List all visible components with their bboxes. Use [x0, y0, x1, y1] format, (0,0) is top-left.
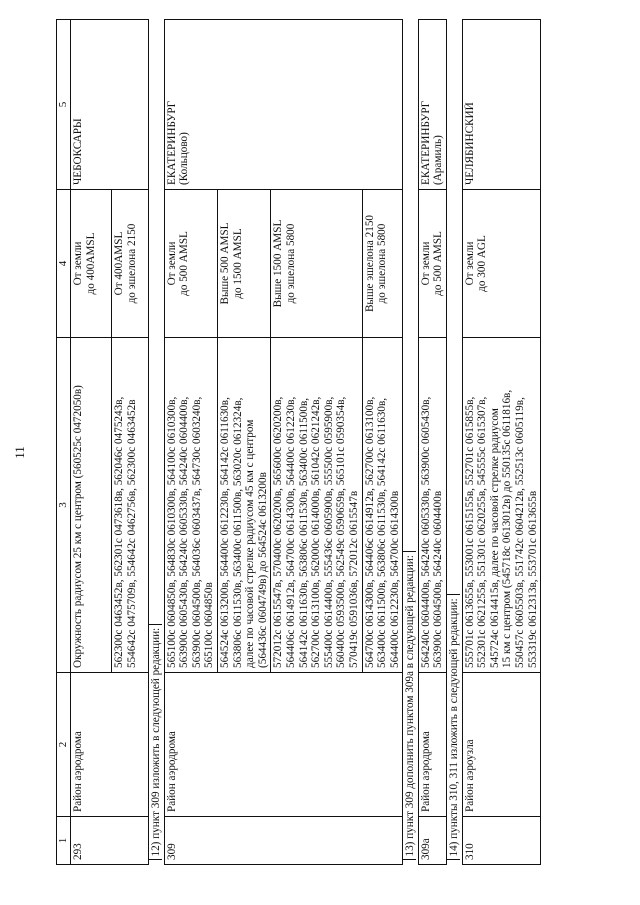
- text-line: 554642с 0475709в, 554642с 0462756в, 562300с 0463452в: [125, 399, 138, 668]
- text-line: 550457с 0605503в, 551742с 0604212в, 552513с 0605119в,: [514, 397, 527, 668]
- instruction-line: 14) пункты 310, 311 изложить в следующей редакции:: [447, 20, 463, 865]
- col-header: 1: [57, 817, 71, 865]
- text-line: 545724с 0614415в, далее по часовой стрелке радиусом: [488, 408, 501, 668]
- text-line: 555400с 0614400в, 555436с 0605900в, 555500с 0595900в,: [322, 396, 335, 668]
- coordinates-cell: [217, 338, 270, 673]
- text-line: 563900с 0604500в, 564240с 0604400в: [432, 490, 445, 668]
- text-line: до 400AMSL: [84, 232, 97, 295]
- coordinates-cell: [462, 338, 541, 673]
- text-line: От земли: [72, 241, 84, 286]
- altitude-limit: [462, 190, 541, 338]
- altitude-limit: [418, 190, 446, 338]
- text-line: до эшелона 2150: [125, 223, 138, 304]
- text-line: 563900с 0605430в, 564240с 0605330в, 564240с 0604400в,: [178, 396, 191, 668]
- text-line: ЧЕБОКСАРЫ: [72, 118, 84, 185]
- coordinates-cell: [164, 338, 217, 673]
- airspace-table: [56, 19, 541, 865]
- aerodrome-name: [418, 20, 446, 190]
- altitude-limit: [271, 190, 362, 338]
- aerodrome-name: [164, 20, 403, 190]
- text-line: (564436с 0604749в) до 564524с 0613200в: [256, 472, 269, 668]
- instruction-line: 12) пункт 309 изложить в следующей редакции:: [149, 20, 165, 865]
- text-line: От земли: [463, 241, 476, 286]
- text-line: 552301с 0621255в, 551301с 0620255в, 545555с 0615307в,: [476, 396, 489, 668]
- text-line: 555701с 0613655в, 553001с 0615155в, 552701с 0615855в,: [463, 396, 476, 668]
- text-line: ЧЕЛЯБИНСКИЙ: [463, 102, 476, 185]
- text-line: 564700с 0614300в, 564406с 0614912в, 562700с 0613100в,: [363, 396, 376, 668]
- coordinates-cell: [362, 338, 403, 673]
- table-row: [418, 20, 446, 865]
- altitude-limit: [217, 190, 270, 338]
- text-line: Выше эшелона 2150: [363, 214, 376, 313]
- header-row: [57, 20, 71, 865]
- col-header: 2: [57, 673, 71, 817]
- text-line: до эшелона 5800: [376, 223, 389, 304]
- text-line: 563806с 0611530в, 563400с 0611500в, 563020с 0612324в,: [231, 397, 244, 668]
- table-row: [164, 20, 217, 865]
- text-line: 15 км с центром (545718с 0613012в) до 550135с 0611816в,: [501, 389, 514, 668]
- text-line: до эшелона 5800: [284, 223, 297, 304]
- text-line: Выше 500 AMSL: [218, 222, 231, 305]
- text-line: (Кольцово): [178, 132, 191, 185]
- row-number: 293: [71, 817, 149, 865]
- text-line: ЕКАТЕРИНБУРГ: [165, 100, 178, 185]
- text-line: до 1500 AMSL: [231, 228, 244, 299]
- text-line: 564240с 0604400в, 564240с 0605330в, 563900с 0605430в,: [419, 396, 432, 668]
- page-number: 11: [12, 446, 27, 459]
- text-line: 565100с 0604850в, 564830с 0610300в, 564100с 0610300в,: [165, 396, 178, 668]
- col-header: 5: [57, 20, 71, 190]
- text-line: 562700с 0613100в, 562000с 0614000в, 561042с 0621242в,: [310, 396, 323, 668]
- text-line: 570419с 0591036в, 572012с 0615547в: [347, 490, 360, 668]
- text-line: до 300 AGL: [476, 235, 489, 292]
- text-line: 560400с 0593500в, 562549с 0590659в, 565101с 0590354в,: [335, 396, 348, 668]
- text-line: 563900с 0604500в, 564036с 0603437в, 564730с 0603240в,: [190, 396, 203, 668]
- text-line: 564406с 0614912в, 564700с 0614300в, 564400с 0612230в,: [284, 396, 297, 668]
- text-line: (Арамиль): [432, 135, 445, 185]
- aerodrome-name: [71, 20, 149, 190]
- altitude-limit: [164, 190, 217, 338]
- text-line: Выше 1500 AMSL: [272, 219, 285, 308]
- coordinates-cell: [418, 338, 446, 673]
- altitude-limit: [112, 190, 149, 338]
- table-row: [462, 20, 541, 865]
- table-row: [71, 20, 112, 865]
- text-line: 572012с 0615547в, 570400с 0620200в, 565600с 0620200в,: [272, 396, 285, 668]
- col-header: 3: [57, 338, 71, 673]
- text-line: Окружность радиусом 25 км с центром (560525с 0472050в): [72, 385, 84, 668]
- text-line: 553319с 0612313в, 553701с 0613655в: [526, 490, 539, 668]
- area-name: Район аэродрома: [418, 673, 446, 817]
- aerodrome-name: [462, 20, 541, 190]
- area-name: Район аэроузла: [462, 673, 541, 817]
- text-line: 563400с 0611500в, 563806с 0611530в, 564142с 0611630в,: [376, 397, 389, 668]
- instruction-line: 13) пункт 309 дополнить пунктом 309а в следующей редакции:: [403, 20, 419, 865]
- row-number: 309а: [418, 817, 446, 865]
- area-name: Район аэродрома: [164, 673, 403, 817]
- text-line: От 400AMSL: [113, 231, 125, 296]
- altitude-limit: [71, 190, 112, 338]
- row-number: 309: [164, 817, 403, 865]
- text-line: 564524с 0613200в, 564400с 0612230в, 564142с 0611630в,: [218, 397, 231, 668]
- area-name: Район аэродрома: [71, 673, 149, 817]
- row-number: 310: [462, 817, 541, 865]
- text-line: 562300с 0463452в, 562301с 0473618в, 562046с 0475243в,: [113, 396, 125, 668]
- text-line: далее по часовой стрелке радиусом 45 км с центром: [244, 419, 257, 668]
- text-line: 564142с 0611630в, 563806с 0611530в, 563400с 0611500в,: [297, 397, 310, 668]
- col-header: 4: [57, 190, 71, 338]
- text-line: до 500 AMSL: [178, 231, 191, 296]
- text-line: ЕКАТЕРИНБУРГ: [419, 100, 432, 185]
- text-line: От земли: [165, 241, 178, 286]
- altitude-limit: [362, 190, 403, 338]
- text-line: От земли: [419, 241, 432, 286]
- text-line: 564400с 0612230в, 564700с 0614300в: [388, 490, 401, 668]
- text-line: 565100с 0604850в: [203, 582, 216, 668]
- text-line: до 500 AMSL: [432, 231, 445, 296]
- coordinates-cell: [271, 338, 362, 673]
- coordinates-cell: [71, 338, 112, 673]
- coordinates-cell: [112, 338, 149, 673]
